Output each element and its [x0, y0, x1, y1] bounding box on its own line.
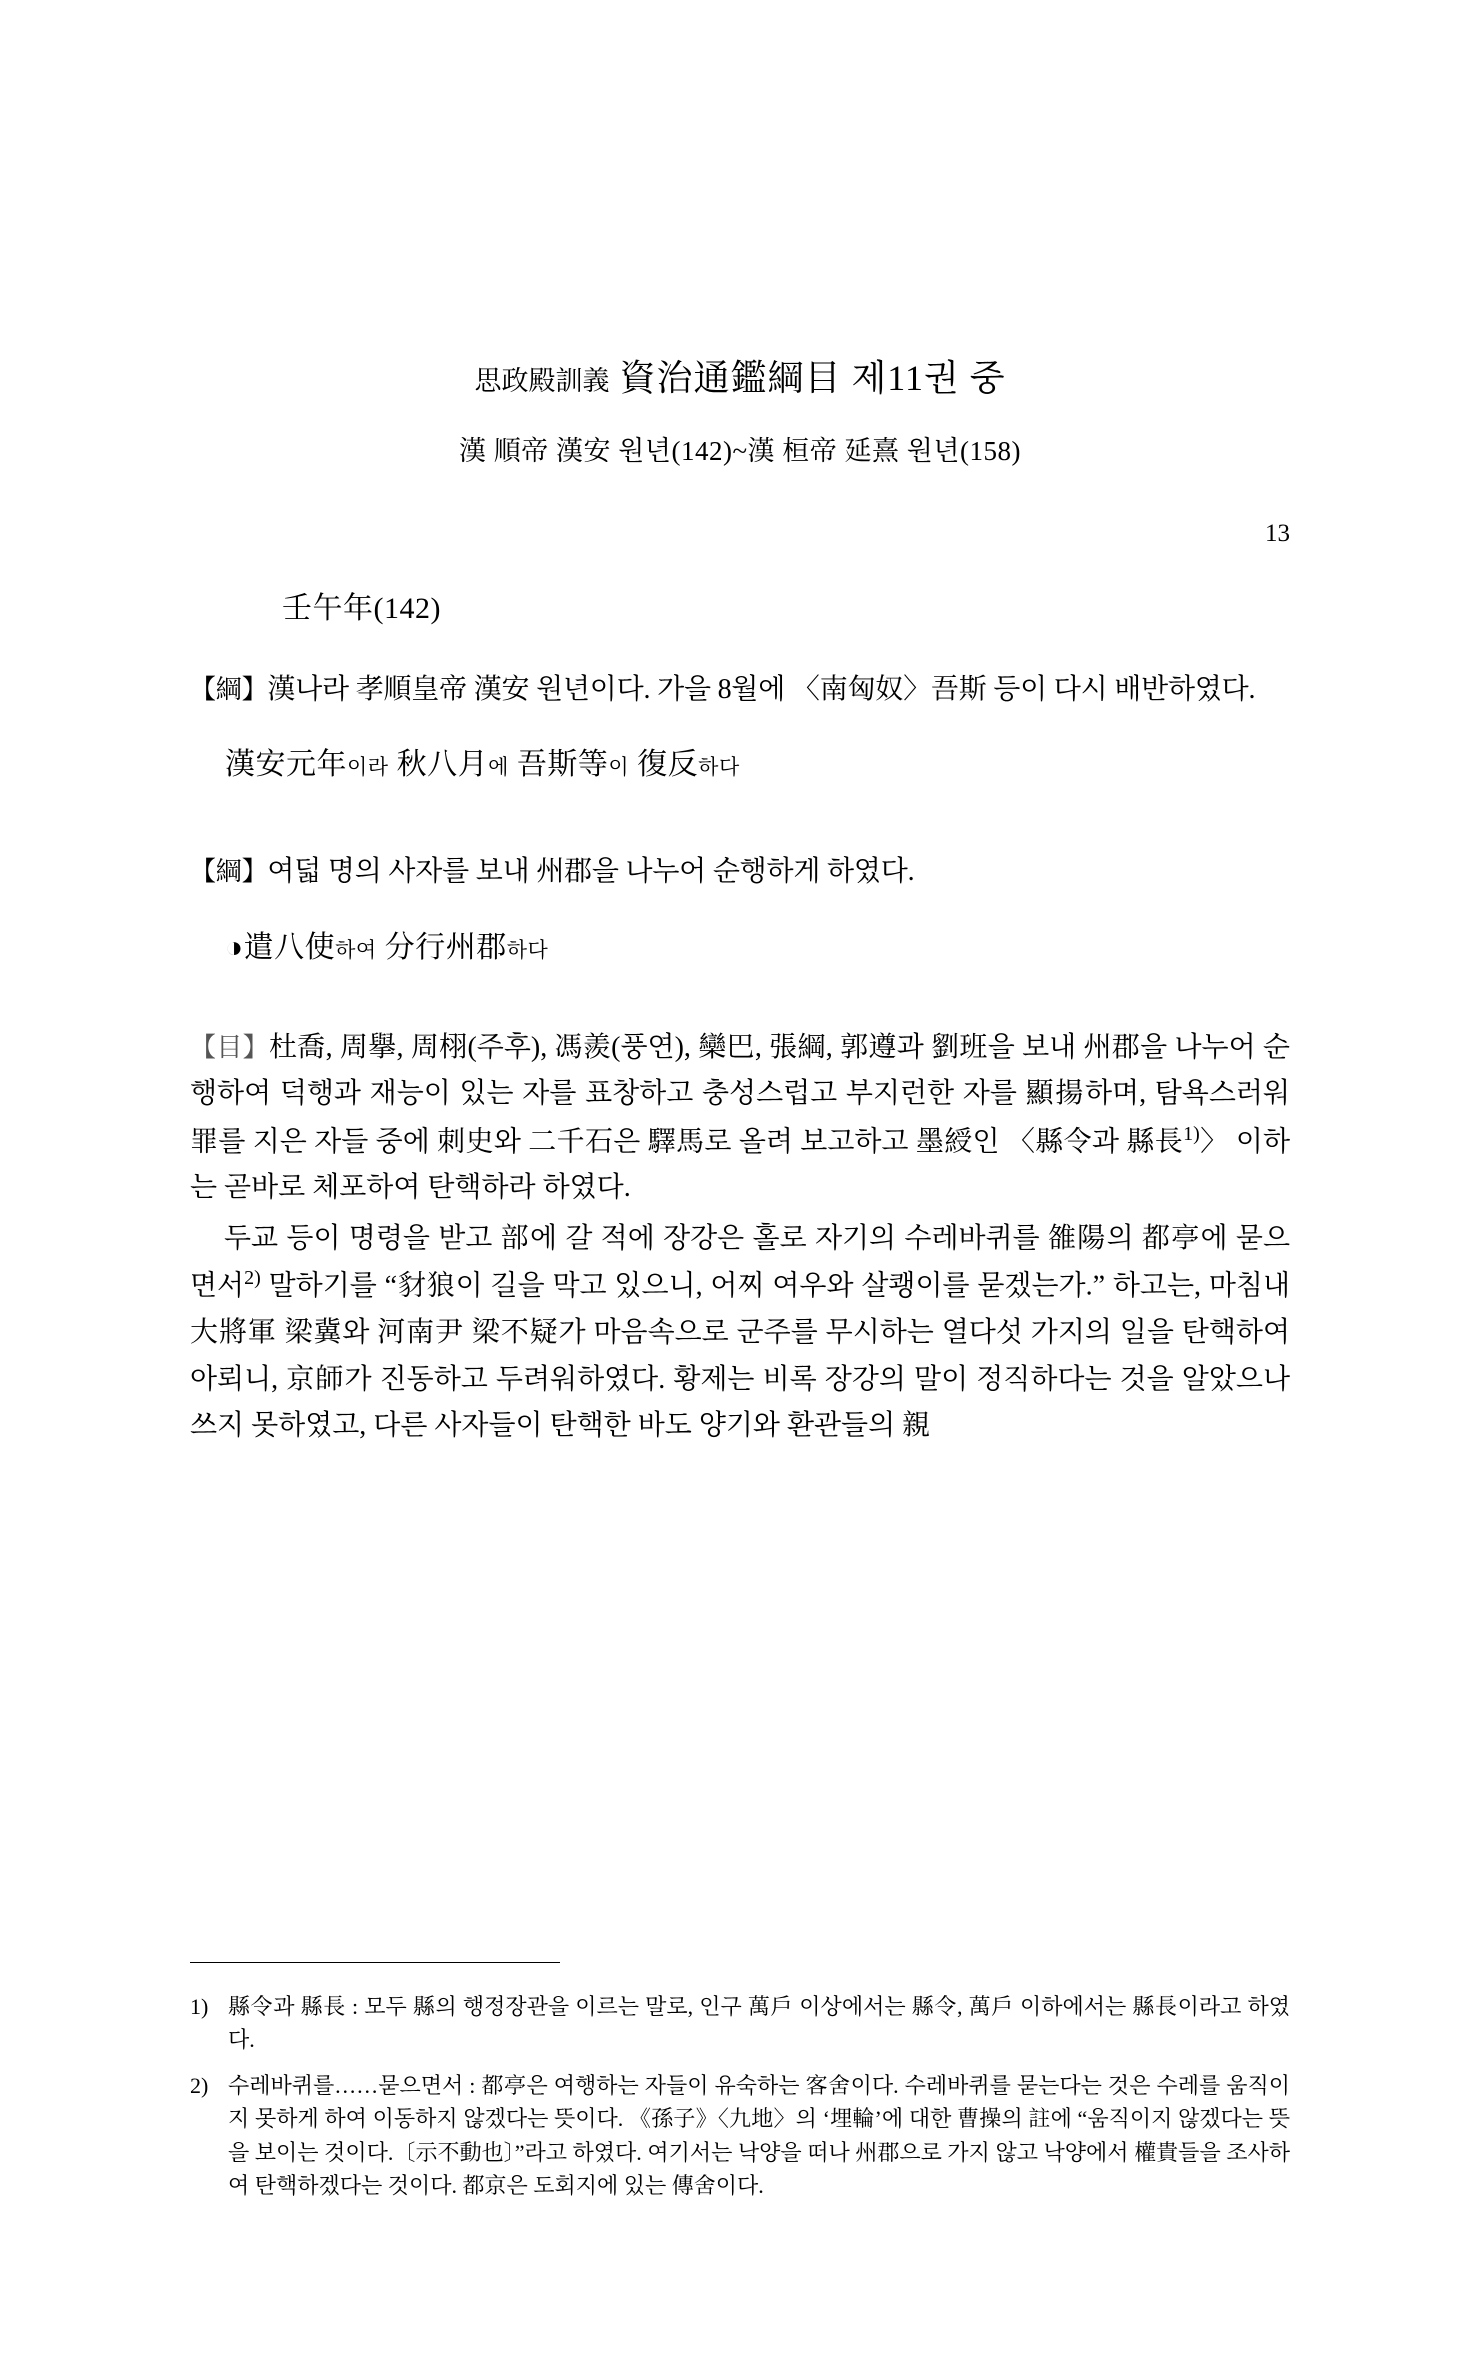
mok-paragraph-2 [190, 1216, 1290, 1450]
entry-2-text: 여덟 명의 사자를 보내 州郡을 나누어 순행하게 하였다. [267, 856, 915, 888]
entry-2-marker: 【綱】 [190, 857, 268, 887]
year-heading: 壬午年(142) [282, 592, 441, 625]
title-subtitle: 漢 順帝 漢安 원년(142)~漢 桓帝 延熹 원년(158) [459, 436, 1021, 466]
title-main: 資治通鑑綱目 제11권 중 [619, 358, 1006, 398]
mok-paragraph-2b: 말하기를 “豺狼이 길을 막고 있으니, 어찌 여우와 살쾡이를 묻겠는가.” 하고는, 마침내 大將軍 梁冀와 河南尹 梁不疑가 마음속으로 군주를 무시하는 열다섯 가지의 일을 탄핵하여 아뢰니, 京師가 진동하고 두려워하였다. 황제는 비록 장강의 말이 정직하다는 것을 알았으나 쓰지 못하였고, 다른 사자들이 탄핵한 바도 양기와 환관들의 親 [190, 1270, 1290, 1442]
entry-1-source-gloss-1: 이라 [347, 755, 389, 780]
footnote-item [190, 1990, 1290, 2057]
page-number: 13 [1265, 520, 1290, 547]
entry-2-source-gloss-1: 하여 [335, 937, 377, 962]
mok-paragraph-1-note-ref: 1) [1183, 1122, 1200, 1145]
entry-1-paragraph [190, 667, 1290, 712]
footnote-number: 2) [190, 2072, 209, 2098]
entry-1-text: 漢나라 孝順皇帝 漢安 원년이다. 가을 8월에 〈南匈奴〉吾斯 등이 다시 배반하였다. [267, 674, 1256, 705]
mok-paragraph-1: 杜喬, 周擧, 周栩(주후), 馮羨(풍연), 欒巴, 張綱, 郭遵과 劉班을 보내 州郡을 나누어 순행하여 덕행과 재능이 있는 자를 표창하고 충성스럽고 부지런한 자를 顯揚하며, 탐욕스러워 罪를 지은 자들 중에 刺史와 二千石은 驛馬로 올려 보고하고 墨綬인 〈縣令과 縣長 [190, 1031, 1290, 1157]
entry-1-source-han-4: 復反 [637, 748, 699, 782]
entry-1-source-han-1: 漢安元年 [225, 748, 347, 782]
mok-section [190, 1025, 1290, 1450]
entry-1-source-gloss-3: 이 [608, 755, 630, 780]
entry-2-source-han-2: 分行州郡 [384, 930, 507, 964]
entry-1-source-han-3: 吾斯等 [516, 748, 609, 782]
half-circle-bullet-icon: ◑ [225, 930, 244, 964]
entry-1-source-gloss-2: 에 [488, 755, 509, 780]
mok-paragraph-2a: 두교 등이 명령을 받고 部에 갈 적에 장강은 홀로 자기의 수레바퀴를 雒陽의 都亭에 묻으면서 [190, 1222, 1290, 1302]
mok-marker: 【目】 [190, 1032, 269, 1062]
page-title [190, 350, 1290, 401]
title-block [190, 350, 1290, 468]
mok-paragraph-1-cont: 〉 이하는 곧바로 체포하여 탄핵하라 하였다. [190, 1125, 1290, 1204]
footnote-text: 수레바퀴를……묻으면서 : 都亭은 여행하는 자들이 유숙하는 客舍이다. 수레바퀴를 묻는다는 것은 수레를 움직이지 못하게 하여 이동하지 않겠다는 뜻이다. 《孫子》〈九地〉의 ‘埋輪’에 대한 曹操의 註에 “움직이지 않겠다는 뜻을 보이는 것이다.〔示不動也〕”라고 하였다. 여기서는 낙양을 떠나 州郡으로 가지 않고 낙양에서 權貴들을 조사하여 탄핵하겠다는 것이다. 都京은 도회지에 있는 傳舍이다. [228, 2072, 1291, 2199]
entry-1-source [225, 742, 1290, 787]
footnote-separator [190, 1962, 560, 1963]
mok-paragraph-2-note-ref: 2) [244, 1267, 261, 1290]
footnote-number: 1) [190, 1994, 209, 2019]
entry-2-source-gloss-2: 하다 [506, 937, 549, 962]
entry-2-paragraph [190, 849, 1290, 894]
entry-2-source-han-1: 遣八使 [243, 930, 336, 964]
footnote-text: 縣令과 縣長 : 모두 縣의 행정장관을 이르는 말로, 인구 萬戶 이상에서는 縣令, 萬戶 이하에서는 縣長이라고 하였다. [228, 1994, 1290, 2053]
document-page [0, 350, 1480, 2374]
entry-1-source-gloss-4: 하다 [698, 755, 740, 780]
footnote-item [190, 2069, 1290, 2203]
entry-2-source [225, 925, 1290, 970]
entry-1-source-han-2: 秋八月 [396, 748, 489, 782]
title-prefix: 思政殿訓義 [474, 366, 610, 396]
entry-1-marker: 【綱】 [190, 675, 268, 704]
